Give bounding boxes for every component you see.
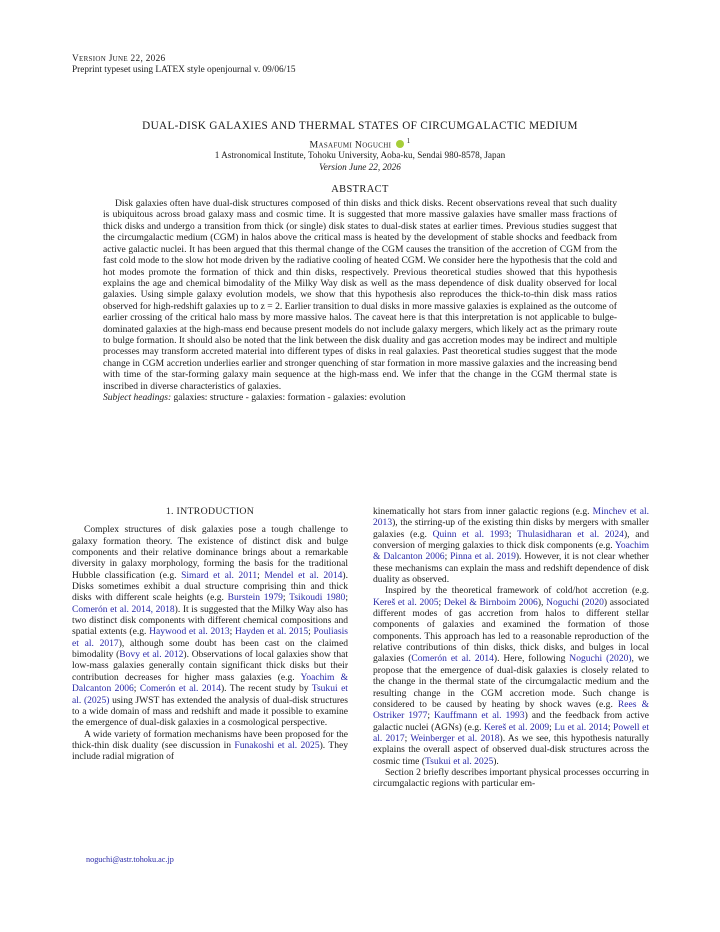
text-run: ) and the feedback from active galactic nuclei (AGNs) (e.g. bbox=[373, 710, 649, 733]
citation-link[interactable]: Kereš et al. 2005 bbox=[373, 596, 439, 608]
author-name: Masafumi Noguchi bbox=[309, 139, 392, 151]
citation-link[interactable]: Pouliasis et al. 2017 bbox=[72, 626, 348, 649]
text-run: ). They include radial migration of bbox=[72, 739, 348, 763]
text-run: ). It is suggested that the Milky Way also has two distinct disk components with different chemical compositions and spatial extents (e.g. bbox=[72, 603, 348, 638]
paragraph bbox=[373, 506, 649, 585]
author-line bbox=[0, 137, 720, 150]
text-run: ). Here, following bbox=[493, 653, 570, 665]
text-run: ; bbox=[427, 710, 435, 722]
text-run: ( bbox=[578, 596, 585, 608]
citation-link[interactable]: Quinn et al. 1993 bbox=[432, 528, 509, 540]
citation-link[interactable]: Tsikoudi 1980 bbox=[289, 592, 346, 604]
footnote-email[interactable]: noguchi@astr.tohoku.ac.jp bbox=[86, 855, 174, 864]
orcid-icon[interactable] bbox=[396, 140, 404, 148]
citation-link[interactable]: Haywood et al. 2013 bbox=[149, 626, 230, 638]
text-run: , we propose that the emergence of dual-disk galaxies is closely related to the change in the thermal state of the circumgalactic medium and the resulting change in the CGM accretion mode. Such change is considered to be caused by heating by shock waves (e.g. bbox=[373, 653, 649, 710]
citation-link[interactable]: Bovy et al. 2012 bbox=[119, 649, 184, 661]
text-run: ). bbox=[493, 755, 499, 767]
page-header bbox=[72, 54, 296, 76]
abstract-text: Disk galaxies often have dual-disk structures composed of thin disks and thick disks. Recent observations reveal that such duality is ubiquitous across broad galaxy mass and cosmic time. It is suggested that more massive galaxies have smaller mass fractions of thick disks and undergo a transition from thick (or single) disk states to dual-disk states at earlier times. Previous studies suggest that the circumgalactic medium (CGM) in halos above the critical mass is heated by the development of stable shocks and feedback from active galactic nuclei. It has been argued that this thermal change of the CGM causes the transition of the accretion of CGM from the fast cold mode to the slow hot mode driven by the radiative cooling of heated CGM. We consider here the hypothesis that the cold and hot modes promote the formation of thick and thin disks, respectively. Previous theoretical studies showed that this hypothesis explains the age and chemical bimodality of the Milky Way disk as well as the mass dependence of disk duality observed for local galaxies. Using simple galaxy evolution models, we show that this hypothesis also reproduces the thick-to-thin disk mass ratios observed for high-redshift galaxies up to z = 2. Earlier transition to dual disks in more massive galaxies is explained as the outcome of earlier crossing of the critical halo mass by more massive halos. The caveat here is that this interpretation is not applicable to bulge-dominated galaxies at the high-mass end because present models do not include galaxy mergers, which likely act as the primary route to bulge formation. It should also be noted that the link between the disk duality and gas accretion modes may be indirect and multiple processes may transform accreted material into different types of disks in real galaxies. Past theoretical studies suggest that the mode change in CGM accretion underlies earlier and stronger quenching of star formation in more massive galaxies and the increasing bend with time of the star-forming galaxy main sequence at the high-mass end. We infer that the change in the CGM thermal state is inscribed in diverse characteristics of galaxies. bbox=[103, 198, 617, 392]
text-run: using JWST has extended the analysis of dual-disk structures to a wide domain of mass and redshift and made it possible to examine the emergence of dual-disk galaxies in a cosmological perspective. bbox=[72, 694, 348, 729]
preprint-line: Preprint typeset using LATEX style openjournal v. 09/06/15 bbox=[72, 65, 296, 75]
citation-link[interactable]: Burstein 1979 bbox=[227, 592, 283, 604]
text-run: ). Disks sometimes exhibit a dual structure comprising thin and thick disks with different scale heights (e.g. bbox=[72, 569, 348, 604]
version-italic: Version June 22, 2026 bbox=[319, 162, 401, 172]
paragraph bbox=[373, 767, 649, 790]
text-run: Section 2 briefly describes important physical processes occurring in circumgalactic regions with particular em- bbox=[373, 766, 649, 790]
paper-title: DUAL-DISK GALAXIES AND THERMAL STATES OF CIRCUMGALACTIC MEDIUM bbox=[142, 120, 578, 132]
text-run: ), the stirring-up of the existing thin disks by mergers with smaller galaxies (e.g. bbox=[373, 517, 649, 540]
citation-link[interactable]: Tsukui et al. (2025) bbox=[72, 683, 348, 706]
text-run: ), and conversion of merging galaxies to thick disk components (e.g. bbox=[373, 528, 649, 552]
text-run: ; bbox=[282, 592, 290, 604]
citation-link[interactable]: Simard et al. 2011 bbox=[181, 569, 258, 581]
right-column bbox=[373, 506, 649, 790]
text-run: ; bbox=[444, 551, 451, 563]
subject-label: Subject headings: bbox=[103, 392, 172, 404]
text-run: ). Observations of local galaxies show that low-mass galaxies generally contain significant thick disks but their contribution decreases for higher mass galaxies (e.g. bbox=[72, 649, 348, 683]
text-run: ; bbox=[308, 626, 314, 638]
text-run: A wide variety of formation mechanisms have been proposed for the thick-thin disk duality (see discussion in bbox=[72, 728, 348, 751]
paragraph bbox=[72, 729, 348, 763]
text-run: ; bbox=[438, 596, 444, 608]
citation-link[interactable]: 2020 bbox=[584, 596, 604, 608]
citation-link[interactable]: Kauffmann et al. 1993 bbox=[434, 710, 525, 722]
citation-link[interactable]: Minchev et al. 2013 bbox=[373, 506, 649, 529]
citation-link[interactable]: Thulasidharan et al. 2024 bbox=[517, 528, 624, 540]
subject-headings bbox=[103, 392, 617, 403]
citation-link[interactable]: Dekel & Birnboim 2006 bbox=[443, 596, 538, 608]
subject-text: galaxies: structure - galaxies: formation - galaxies: evolution bbox=[171, 392, 406, 404]
citation-link[interactable]: Powell et al. 2017 bbox=[373, 721, 649, 744]
citation-link[interactable]: Funakoshi et al. 2025 bbox=[234, 739, 320, 751]
paragraph bbox=[373, 585, 649, 767]
text-run: ; bbox=[133, 683, 140, 695]
citation-link[interactable]: Rees & Ostriker 1977 bbox=[373, 698, 649, 722]
citation-link[interactable]: Pinna et al. 2019 bbox=[450, 551, 516, 563]
text-run: ). As we see, this hypothesis naturally explains the overall aspect of observed dual-disk structures across the cosmic time ( bbox=[373, 732, 650, 767]
text-run: ). The recent study by bbox=[220, 683, 312, 695]
citation-link[interactable]: Yoachim & Dalcanton 2006 bbox=[373, 540, 649, 563]
abstract-heading: ABSTRACT bbox=[331, 184, 389, 195]
text-run: ; bbox=[607, 721, 614, 733]
affiliation: 1 Astronomical Institute, Tohoku University, Aoba-ku, Sendai 980-8578, Japan bbox=[214, 150, 506, 160]
text-run: Inspired by the theoretical framework of cold/hot accretion (e.g. bbox=[385, 585, 649, 597]
text-run: ), bbox=[537, 596, 547, 608]
text-run: ; bbox=[229, 626, 236, 638]
text-run: ; bbox=[257, 569, 265, 581]
citation-link[interactable]: Tsukui et al. 2025 bbox=[424, 755, 494, 767]
text-run: ; bbox=[345, 592, 348, 604]
citation-link[interactable]: Comerón et al. 2014, 2018 bbox=[72, 603, 175, 615]
text-run: ; bbox=[404, 732, 411, 744]
text-run: kinematically hot stars from inner galactic regions (e.g. bbox=[373, 506, 593, 517]
text-run: ). However, it is not clear whether these mechanisms can explain the mass and redshift dependence of disk duality as observed. bbox=[373, 551, 649, 586]
citation-link[interactable]: Comerón et al. 2014 bbox=[139, 683, 221, 695]
citation-link[interactable]: Noguchi bbox=[546, 596, 579, 608]
citation-link[interactable]: Mendel et al. 2014 bbox=[264, 569, 343, 581]
version-line: Version June 22, 2026 bbox=[72, 54, 166, 64]
text-run: ) associated different modes of gas accretion from halos to different stellar components of galaxies and examined the formation of those components. This approach has led to a reasonable reproduction of the relative contributions of thin disks, thick disks, and bulges in local galaxies ( bbox=[373, 596, 649, 665]
section-heading: 1. INTRODUCTION bbox=[165, 506, 255, 517]
text-run: ), although some doubt has been cast on the claimed bimodality ( bbox=[72, 637, 348, 661]
paragraph bbox=[72, 524, 348, 728]
citation-link[interactable]: Hayden et al. 2015 bbox=[235, 626, 309, 638]
author-mark: 1 bbox=[406, 137, 411, 145]
citation-link[interactable]: Kereš et al. 2009 bbox=[483, 721, 550, 733]
text-run: ; bbox=[508, 528, 517, 540]
citation-link[interactable]: Comerón et al. 2014 bbox=[411, 653, 494, 665]
citation-link[interactable]: Lu et al. 2014 bbox=[554, 721, 608, 733]
abstract bbox=[103, 198, 617, 404]
text-run: Complex structures of disk galaxies pose a tough challenge to galaxy formation theory. The existence of distinct disk and bulge components and their relative dominance brings about a remarkable diversity in galaxy morphology, forming the basis for the traditional Hubble classification (e.g. bbox=[72, 524, 348, 581]
citation-link[interactable]: Yoachim & Dalcanton 2006 bbox=[72, 671, 348, 695]
citation-link[interactable]: Noguchi (2020) bbox=[569, 653, 632, 665]
text-run: ; bbox=[549, 721, 555, 733]
citation-link[interactable]: Weinberger et al. 2018 bbox=[410, 732, 500, 744]
left-column bbox=[72, 506, 348, 763]
